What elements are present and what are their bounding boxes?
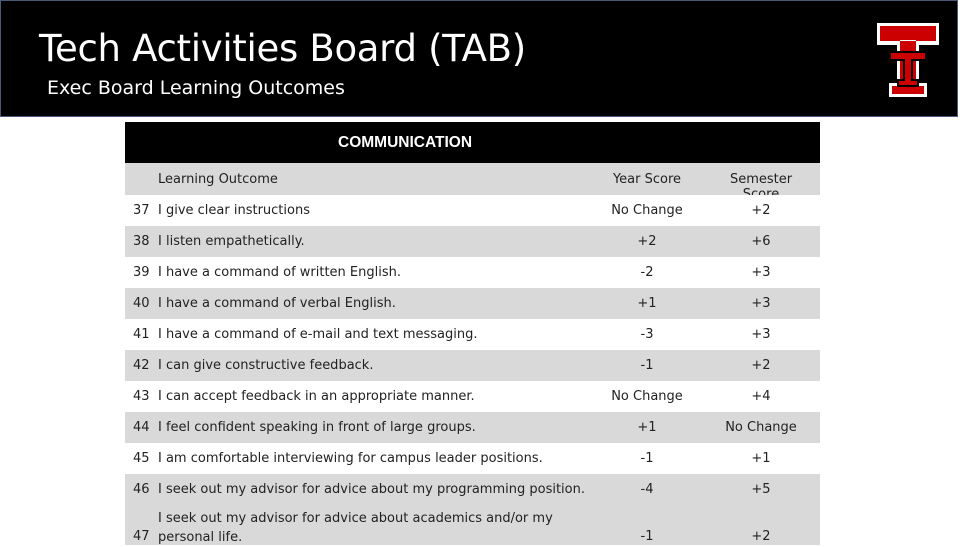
row-outcome: I seek out my advisor for advice about my programming position. (158, 482, 585, 497)
row-number: 37 (133, 203, 150, 218)
row-semester-score: +3 (751, 296, 771, 311)
row-outcome: I give clear instructions (158, 203, 310, 218)
column-header-outcome: Learning Outcome (158, 172, 278, 187)
row-number: 47 (133, 529, 150, 544)
row-year-score: +1 (637, 420, 657, 435)
row-semester-score: +2 (751, 203, 771, 218)
row-year-score: -4 (640, 482, 654, 497)
table-row (125, 319, 820, 350)
table-row (125, 257, 820, 288)
table-row (125, 381, 820, 412)
table-row (125, 195, 820, 226)
row-number: 44 (133, 420, 150, 435)
row-semester-score: +6 (751, 234, 771, 249)
row-outcome-line-2: personal life. (158, 530, 243, 545)
table-row (125, 443, 820, 474)
row-number: 41 (133, 327, 150, 342)
row-year-score: -1 (640, 451, 654, 466)
row-semester-score: +5 (751, 482, 771, 497)
row-number: 39 (133, 265, 150, 280)
row-year-score: -1 (640, 529, 654, 544)
row-number: 42 (133, 358, 150, 373)
communication-table (125, 122, 820, 545)
row-outcome: I can accept feedback in an appropriate manner. (158, 389, 475, 404)
table-row (125, 350, 820, 381)
row-year-score: -2 (640, 265, 654, 280)
title-banner (0, 0, 958, 117)
row-number: 40 (133, 296, 150, 311)
row-outcome: I am comfortable interviewing for campus leader positions. (158, 451, 543, 466)
slide-subtitle: Exec Board Learning Outcomes (47, 77, 345, 99)
table-row (125, 412, 820, 443)
row-year-score: +2 (637, 234, 657, 249)
row-year-score: No Change (611, 203, 683, 218)
table-row (125, 288, 820, 319)
row-semester-score: +3 (751, 265, 771, 280)
table-section-header (125, 122, 820, 163)
row-outcome (158, 509, 553, 547)
row-outcome-line-1: I seek out my advisor for advice about academics and/or my (158, 511, 553, 526)
row-semester-score: +4 (751, 389, 771, 404)
row-semester-score: No Change (725, 420, 797, 435)
table-row (125, 505, 820, 545)
row-year-score: No Change (611, 389, 683, 404)
row-semester-score: +1 (751, 451, 771, 466)
row-number: 46 (133, 482, 150, 497)
row-semester-score: +2 (751, 358, 771, 373)
row-year-score: -1 (640, 358, 654, 373)
column-header-row (125, 163, 820, 195)
section-title: COMMUNICATION (338, 134, 473, 151)
column-header-year: Year Score (612, 172, 682, 187)
row-semester-score: +2 (751, 529, 771, 544)
row-outcome: I can give constructive feedback. (158, 358, 374, 373)
double-t-logo-icon (875, 21, 941, 99)
table-row (125, 474, 820, 505)
row-year-score: -3 (640, 327, 654, 342)
row-outcome: I have a command of verbal English. (158, 296, 396, 311)
row-year-score: +1 (637, 296, 657, 311)
row-outcome: I have a command of e-mail and text messaging. (158, 327, 478, 342)
row-number: 38 (133, 234, 150, 249)
row-outcome: I feel confident speaking in front of large groups. (158, 420, 476, 435)
row-number: 43 (133, 389, 150, 404)
row-number: 45 (133, 451, 150, 466)
row-outcome: I have a command of written English. (158, 265, 402, 280)
column-header-semester: Semester (729, 172, 793, 187)
row-semester-score: +3 (751, 327, 771, 342)
row-outcome: I listen empathetically. (158, 234, 305, 249)
slide-title: Tech Activities Board (TAB) (39, 27, 526, 70)
table-row (125, 226, 820, 257)
